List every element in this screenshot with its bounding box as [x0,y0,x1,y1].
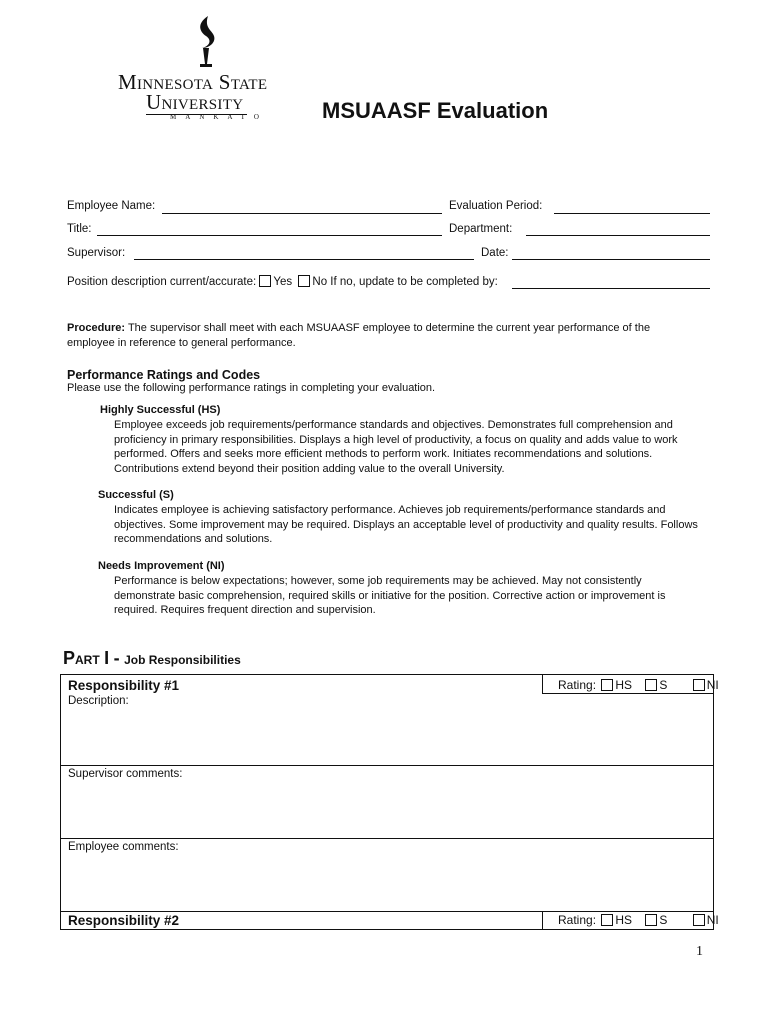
position-description-row [67,275,498,288]
supervisor-line[interactable] [134,259,474,260]
responsibility-2-rating [558,913,719,927]
position-description-label: Position description current/accurate: [67,276,257,288]
rating-ni-checkbox[interactable] [693,679,705,691]
ratings-intro: Please use the following performance ratings in completing your evaluation. [67,382,436,394]
responsibility-1-rating [558,678,719,692]
rating-s-checkbox[interactable] [645,679,657,691]
ratings-heading: Performance Ratings and Codes [67,368,261,382]
rating-s-label: S [659,678,668,692]
date-line[interactable] [512,259,710,260]
rating-title-hs: Highly Successful (HS) [100,404,221,416]
page-number: 1 [696,944,703,959]
rating-underline [542,693,713,694]
rating-label: Rating: [558,678,597,692]
rating-ni-label: NI [706,678,719,692]
torch-flame-icon [186,14,226,70]
responsibility-1-title: Responsibility #1 [68,678,180,693]
title-label: Title: [67,223,92,235]
employee-name-label: Employee Name: [67,200,156,212]
yes-label: Yes [273,276,293,288]
employee-name-line[interactable] [162,213,442,214]
rating-label: Rating: [558,913,597,927]
rating-s-checkbox[interactable] [645,914,657,926]
date-label: Date: [481,247,509,259]
row-divider [61,765,713,766]
rating-text-s: Indicates employee is achieving satisfactory performance. Achieves job requirements/performance standards and objectives. Some improvement may be required. Displays an acceptable level of productivity and quality results. Follows recommendations and solutions. [114,504,698,545]
rating-hs-label: HS [615,913,633,927]
rating-separator [542,675,543,693]
logo-text-mankato: MANKATO [170,113,268,121]
department-line[interactable] [526,235,710,236]
rating-s-label: S [659,913,668,927]
description-label: Description: [68,695,129,707]
rating-hs-checkbox[interactable] [601,914,613,926]
part-dash: - [113,648,120,668]
supervisor-label: Supervisor: [67,247,126,259]
row-divider [61,838,713,839]
part-roman: I [104,648,110,668]
rating-ni-checkbox[interactable] [693,914,705,926]
title-line[interactable] [97,235,442,236]
rating-separator [542,911,543,930]
logo-text-university: University [146,90,244,114]
responsibility-2-title: Responsibility #2 [68,913,180,928]
procedure-label: Procedure: [67,322,126,334]
rating-title-s: Successful (S) [98,489,174,501]
row-divider [61,911,713,912]
responsibility-table [60,674,719,930]
yes-checkbox[interactable] [259,275,271,287]
document-title: MSUAASF Evaluation [322,98,549,123]
procedure-text: The supervisor shall meet with each MSUAASF employee to determine the current year performance of the employee in reference to general performance. [67,322,651,349]
supervisor-comments-label: Supervisor comments: [68,768,183,780]
department-label: Department: [449,223,513,235]
procedure-paragraph [67,321,677,350]
evaluation-period-line[interactable] [554,213,710,214]
rating-hs-label: HS [615,678,633,692]
university-logo [118,14,290,122]
rating-text-ni: Performance is below expectations; however, some job requirements may be achieved. May not consistently demonstrate basic comprehension, required skills or initiative for the position. Corrective action or improvement is required. Requires frequent direction and supervision. [114,575,666,616]
rating-text-hs: Employee exceeds job requirements/performance standards and objectives. Demonstrates full comprehension and proficiency in primary responsibilities. Displays a high level of productivity, a focus on quality and adds value to work performed. Offers and seeks more efficient methods to perform work. Initiates recommendations and solutions. Contributions extend beyond their position adding value to the overall University. [114,419,678,475]
logo-text-minnesota-state: Minnesota State [118,70,268,94]
no-update-label: No If no, update to be completed by: [312,276,498,288]
no-checkbox[interactable] [298,275,310,287]
rating-title-ni: Needs Improvement (NI) [98,560,225,572]
evaluation-period-label: Evaluation Period: [449,200,543,212]
rating-hs-checkbox[interactable] [601,679,613,691]
rating-ni-label: NI [706,913,719,927]
part-title: Job Responsibilities [124,653,241,667]
part-prefix-p: P [63,648,76,668]
update-by-line[interactable] [512,288,710,289]
part-heading [63,648,241,669]
part-prefix-rest: ART [75,653,100,667]
employee-comments-label: Employee comments: [68,841,179,853]
